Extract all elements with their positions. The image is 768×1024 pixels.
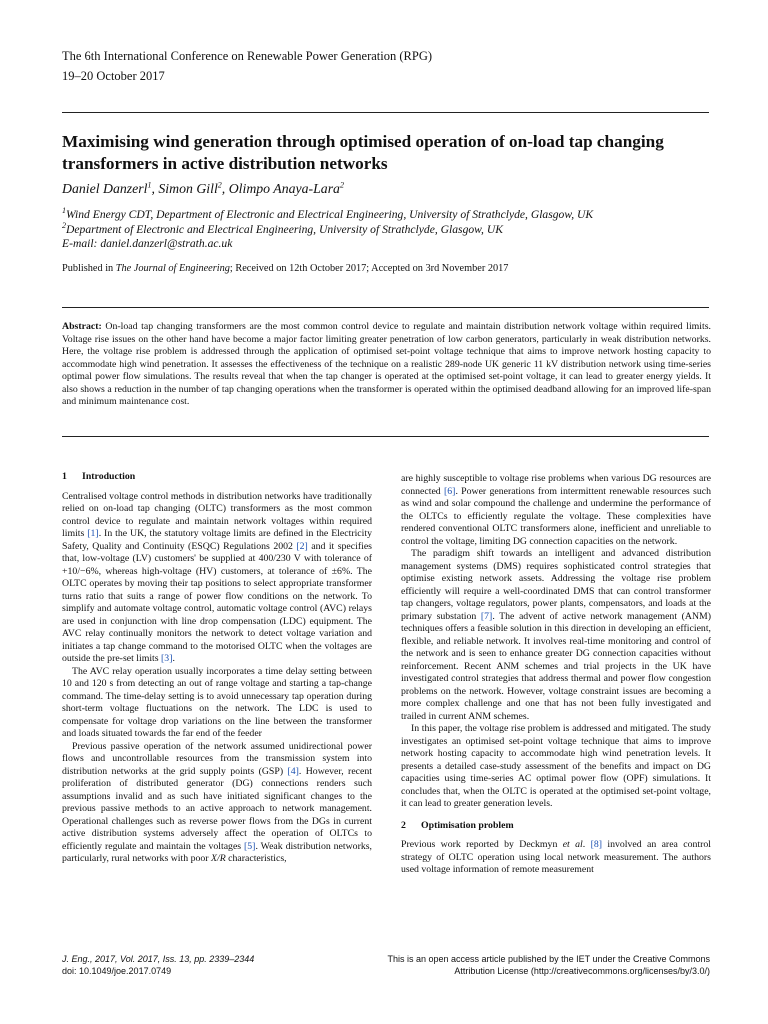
author-affiliation-mark: 1: [147, 180, 152, 190]
right-column: [401, 473, 711, 877]
abstract-text: On-load tap changing transformers are the most common control device to regulate and maintain distribution network voltage within required limits. Voltage rise issues on the other hand have become a major factor limiting greater penetration of low carbon generators, particularly in weak distribution networks. Here, the voltage rise problem is addressed through the application of optimised set-point voltage technique that aims to improve network hosting capacity to accommodate high wind penetration. It assesses the effectiveness of the technique on a realistic 289-node UK generic 11 kV distribution network using time-series optimal power flow simulations. The results reveal that when the tap changer is operated at the optimised set-point voltage, it can lead to greater energy yields. It also shows a reduction in the number of tap changing operations when the transformer is operated within the optimised deadband allowing for an improved life-span and minimum maintenance cost.: [62, 321, 711, 407]
citation-link[interactable]: [8]: [590, 839, 602, 850]
top-rule: [62, 112, 709, 113]
publication-info: Published in The Journal of Engineering; Received on 12th October 2017; Accepted on 3rd November 2017: [62, 263, 509, 274]
footer-license: This is an open access article published by the IET under the Creative Commons Attribution License (http://creativecommons.org/licenses/by/3.0/): [300, 953, 710, 977]
doi[interactable]: doi: 10.1049/joe.2017.0749: [62, 966, 172, 976]
citation-link[interactable]: [4]: [287, 765, 299, 777]
abstract: [62, 321, 711, 409]
citation-link[interactable]: [6]: [444, 485, 456, 497]
paragraph: In this paper, the voltage rise problem is addressed and mitigated. The study investigates an optimised set-point voltage technique that aims to improve network hosting capacity to accommodate high wind penetration levels. It presents a detailed case-study assessment of the benefits and impact on DG capacities using time-series AC optimal power flow (OPF) simulations. It concludes that, when the OLTC is operated at the optimised set-point voltage, it can lead to greater generation levels.: [401, 723, 711, 809]
affiliation-line: $^1$Wind Energy CDT, Department of Electronic and Electrical Engineering, University of Strathclyde, Glasgow, UK: [62, 206, 594, 221]
license-link[interactable]: Attribution License (http://creativecommons.org/licenses/by/3.0/): [454, 966, 710, 976]
author-name: Simon Gill: [158, 181, 218, 196]
abstract-bottom-rule: [62, 436, 709, 437]
paragraph: The paradigm shift towards an intelligent and advanced distribution management systems (DMS) requires sophisticated control strategies that optimise existing network assets. Addressing the voltage rise problem efficiently will require a well-coordinated DMS that can control transformer tap changers, voltage regulators, power plants, compensators, and loads at the primary substation [7]. The advent of active network management (ANM) techniques offers a feasible solution in this direction in developing an efficient, flexible, and reliable network. It involves real-time monitoring and control of the network and is seen to enhance greater DG connection capacities without reinforcement. Recent ANM schemes and trial projects in the UK have investigated control strategies that address thermal and power flow congestion problems on the network. However, voltage constraint issues are becoming a more complex challenge and one that has not been fully investigated and trailed in current ANM schemes.: [401, 548, 711, 722]
affiliation-line: $^2$Department of Electronic and Electrical Engineering, University of Strathclyde, Glasgow, UK: [62, 220, 503, 236]
journal-citation: J. Eng., 2017, Vol. 2017, Iss. 13, pp. 2339–2344: [62, 954, 255, 964]
paper-title: Maximising wind generation through optimised operation of on-load tap changing transformers in active distribution networks: [62, 132, 664, 173]
paragraph: Previous work reported by Deckmyn et al. [8] involved an area control strategy of OLTC operation using local network measurement. The authors used voltage information of remote measurement: [401, 839, 711, 875]
abstract-top-rule: [62, 307, 709, 308]
author-affiliation-mark: 2: [339, 180, 344, 190]
paragraph: Previous passive operation of the network assumed unidirectional power flows and uncontrollable resources from the transmission system into distribution networks at the grid supply points (GSP) [4]. However, recent proliferation of distributed generator (DG) connections renders such assumptions invalid and as such have initiated significant changes to the previous passive methods to an active approach to network management. Operational challenges such as reverse power flows from the DGs in current active distribution systems adversely affect the operation of OLTCs to efficiently regulate and maintain the voltages [5]. Weak distribution networks, particularly, rural networks with poor X/R characteristics,: [62, 740, 372, 864]
footer-citation: [62, 953, 254, 977]
citation-link[interactable]: [3]: [161, 653, 173, 664]
citation-link[interactable]: [5]: [244, 840, 256, 852]
conference-name: The 6th International Conference on Renewable Power Generation (RPG): [62, 49, 433, 63]
affiliations: [62, 208, 712, 252]
citation-link[interactable]: [1]: [87, 528, 99, 539]
conference-dates: 19–20 October 2017: [62, 69, 165, 83]
paragraph: The AVC relay operation usually incorporates a time delay setting between 10 and 120 s from detecting an out of range voltage and starting a tap-change command. The time-delay setting is to avoid unnecessary tap operation during short-term voltage fluctuations on the network. The LDC is used to compensate for voltage drop variations on the line between the transformer and loads situated towards the far end of the feeder: [62, 665, 372, 739]
section-heading-introduction: 1 Introduction: [62, 471, 136, 482]
contact-email: E-mail: daniel.danzerl@strath.ac.uk: [62, 237, 233, 250]
citation-link[interactable]: [7]: [480, 610, 493, 622]
author-name: Olimpo Anaya-Lara: [228, 181, 340, 196]
author-list: Daniel Danzerl$^1$, Simon Gill$^2$, Olimpo Anaya-Lara$^2$: [62, 180, 344, 196]
section-heading-optimisation: 2 Optimisation problem: [401, 819, 514, 831]
citation-link[interactable]: [2]: [296, 540, 308, 552]
paragraph: Centralised voltage control methods in distribution networks have traditionally relied on on-load tap changing (OLTC) transformers as the most common control device to regulate and maintain network voltages within required limits [1]. In the UK, the statutory voltage limits are defined in the Electricity Safety, Quality and Continuity (ESQC) Regulations 2002 [2] and it specifies that, low-voltage (LV) customers' be supplied at 400/230 V with tolerance of +10/−6%, whereas high-voltage (HV) customers, at tolerance of ±6%. The OLTC operates by moving their tap positions to select appropriate transformer turns ratio that suits a range of power flow conditions on the network. To simplify and automate voltage control, automatic voltage control (AVC) relays are used in conjunction with line drop compensation (LDC) equipment. The AVC relay continually monitors the network to detect voltage variation and initiates a tap change command to the motorised OLTC when the voltages are outside the pre-set limits [3].: [62, 490, 372, 664]
left-column: [62, 471, 372, 866]
author-affiliation-mark: 2: [217, 180, 222, 190]
conference-header: [62, 46, 432, 86]
abstract-label: Abstract:: [62, 321, 102, 332]
paragraph: are highly susceptible to voltage rise problems when various DG resources are connected [6]. Power generations from intermittent renewable resources such as wind and solar compound the challenge and undermine the performance of the OLTCs to efficiently regulate the voltage. These complexities have rendered conventional OLTC transformers alone, inefficient and unreliable to control the voltage, limiting DG connection capacities on the network.: [401, 473, 711, 547]
journal-name: The Journal of Engineering: [115, 263, 230, 274]
author-name: Daniel Danzerl: [62, 181, 148, 196]
